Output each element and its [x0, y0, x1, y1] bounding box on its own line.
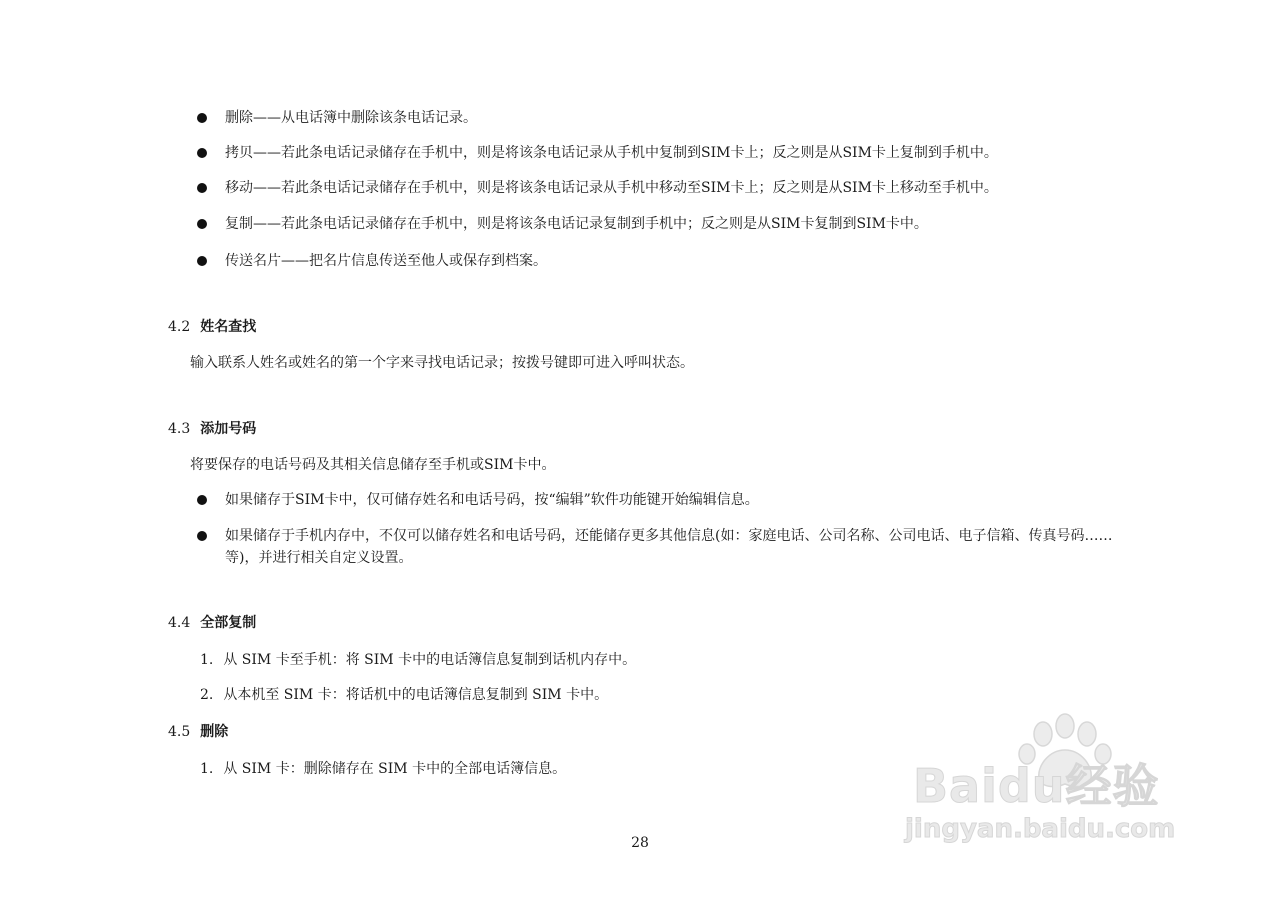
- section-body-4-2: 输入联系人姓名或姓名的第一个字来寻找电话记录；按拨号键即可进入呼叫状态。: [190, 355, 694, 371]
- list-number: 1.: [200, 652, 214, 668]
- bullet-icon: [197, 183, 207, 193]
- bullet-text: 传送名片——把名片信息传送至他人或保存到档案。: [225, 253, 547, 269]
- bullet-text: 移动——若此条电话记录储存在手机中，则是将该条电话记录从手机中移动至SIM卡上；反之则是从SIM卡上移动至手机中。: [225, 180, 998, 196]
- bullet-icon: [197, 113, 207, 123]
- bullet-copy: [197, 142, 1125, 164]
- page-number: 28: [631, 835, 649, 851]
- watermark-url: jingyan.baidu.com: [905, 814, 1176, 844]
- list-item: [200, 649, 636, 671]
- list-text: 从本机至 SIM 卡：将话机中的电话簿信息复制到 SIM 卡中。: [223, 687, 609, 703]
- baidu-watermark: [905, 712, 1205, 862]
- bullet-icon: [197, 219, 207, 229]
- section-body-4-3: 将要保存的电话号码及其相关信息储存至手机或SIM卡中。: [190, 457, 556, 473]
- section-number: 4.2: [168, 319, 191, 335]
- list-number: 2.: [200, 687, 214, 703]
- section-title: 姓名查找: [200, 319, 257, 335]
- bullet-text: 复制——若此条电话记录储存在手机中，则是将该条电话记录复制到手机中；反之则是从SIM卡复制到SIM卡中。: [225, 216, 928, 232]
- bullet-text: 删除——从电话簿中删除该条电话记录。: [225, 110, 477, 126]
- list-item: [200, 684, 608, 706]
- bullet-icon: [197, 148, 207, 158]
- bullet-text: 拷贝——若此条电话记录储存在手机中，则是将该条电话记录从手机中复制到SIM卡上；反之则是从SIM卡上复制到手机中。: [225, 145, 998, 161]
- bullet-duplicate: [197, 213, 1125, 235]
- bullet-text: 如果储存于手机内存中，不仅可以储存姓名和电话号码，还能储存更多其他信息(如：家庭电话、公司名称、公司电话、电子信箱、传真号码……等)，并进行相关自定义设置。: [225, 528, 1113, 566]
- bullet-move: [197, 177, 1125, 199]
- list-number: 1.: [200, 761, 214, 777]
- section-heading-4-2: [168, 316, 256, 338]
- bullet-send-card: [197, 250, 1125, 272]
- bullet-icon: [197, 531, 207, 541]
- bullet-delete: [197, 107, 1125, 129]
- bullet-sim-save: [197, 489, 1125, 511]
- section-heading-4-4: [168, 612, 256, 634]
- watermark-brand: Baidu经验: [913, 759, 1160, 813]
- list-text: 从 SIM 卡至手机：将 SIM 卡中的电话簿信息复制到话机内存中。: [223, 652, 637, 668]
- section-number: 4.3: [168, 421, 191, 437]
- section-heading-4-5: [168, 721, 228, 743]
- bullet-phone-save: [197, 525, 1125, 569]
- section-title: 添加号码: [200, 421, 257, 437]
- bullet-icon: [197, 256, 207, 266]
- section-title: 全部复制: [200, 615, 257, 631]
- section-number: 4.5: [168, 724, 191, 740]
- bullet-text: 如果储存于SIM卡中，仅可储存姓名和电话号码，按“编辑”软件功能键开始编辑信息。: [225, 492, 759, 508]
- list-text: 从 SIM 卡：删除储存在 SIM 卡中的全部电话簿信息。: [223, 761, 567, 777]
- list-item: [200, 758, 566, 780]
- section-title: 删除: [200, 724, 229, 740]
- section-heading-4-3: [168, 418, 256, 440]
- bullet-icon: [197, 495, 207, 505]
- section-number: 4.4: [168, 615, 191, 631]
